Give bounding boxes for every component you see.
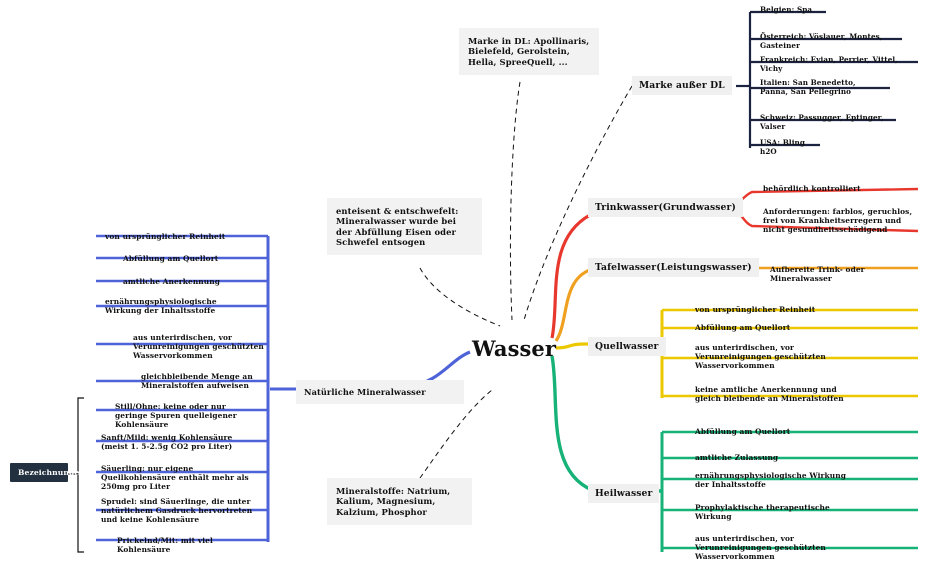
leaf-heilwasser-2: ernährungsphysiologische Wirkung der Inhaltsstoffe	[695, 471, 846, 490]
branch-trinkwasser: Trinkwasser(Grundwasser)	[588, 198, 743, 217]
leaf-heilwasser-1: amtliche Zulassung	[695, 453, 779, 462]
leaf-mineralwasser-0: von ursprünglicher Reinheit	[105, 232, 226, 241]
leaf-tafelwasser-0: Aufbereite Trink- oder Mineralwasser	[770, 265, 865, 284]
branch-tafelwasser: Tafelwasser(Leistungswasser)	[588, 258, 759, 277]
leaf-marke-belgien: Belgien: Spa	[760, 5, 813, 14]
leaf-quellwasser-3: keine amtliche Anerkennung und gleich bleibende an Mineralstoffen	[695, 385, 844, 404]
leaf-mineralwasser-5: gleichbleibende Menge an Mineralstoffen aufweisen	[141, 372, 253, 391]
leaf-marke-usa: USA: Bling h2O	[760, 138, 805, 156]
leaf-mineralwasser-4: aus unterirdischen, vor Verunreinigungen geschützten Wasservorkommen	[133, 333, 264, 361]
note-mineralstoffe: Mineralstoffe: Natrium, Kalium, Magnesium, Kalzium, Phosphor	[327, 478, 472, 525]
note-enteisent: enteisent & entschwefelt: Mineralwasser wurde bei der Abfüllung Eisen oder Schwefel entsogen	[327, 198, 482, 255]
leaf-trinkwasser-0: behördlich kontrolliert	[763, 184, 861, 193]
leaf-mineralwasser-2: amtliche Anerkennung	[123, 277, 220, 286]
leaf-marke-schweiz: Schweiz: Passugger, Eptinger, Valser	[760, 113, 884, 131]
leaf-mineralwasser-1: Abfüllung am Quellort	[123, 254, 219, 263]
branch-marke-ausser-dl: Marke außer DL	[632, 76, 732, 95]
leaf-marke-italien: Italien: San Benedetto, Panna, San Pellegrino	[760, 78, 856, 96]
leaf-mineralwasser-9: Sprudel: sind Säuerlinge, die unter natürlichem Gasdruck hervortreten und keine Kohlensäure	[101, 497, 253, 525]
leaf-heilwasser-0: Abfüllung am Quellort	[695, 427, 791, 436]
center-node-wasser: Wasser	[472, 336, 557, 361]
leaf-marke-oesterreich: Österreich: Vöslauer, Montes, Gasteiner	[760, 32, 883, 50]
leaf-mineralwasser-6: Still/Ohne: keine oder nur geringe Spuren quelleigener Kohlensäure	[115, 402, 237, 430]
branch-heilwasser: Heilwasser	[588, 484, 659, 503]
leaf-mineralwasser-10: Prickelnd/Mit: mit viel Kohlensäure	[117, 536, 213, 555]
note-marke-in-dl: Marke in DL: Apollinaris, Bielefeld, Gerolstein, Hella, SpreeQuell, ...	[459, 28, 599, 75]
leaf-mineralwasser-7: Sanft/Mild: wenig Kohlensäure (meist 1. 5-2.5g CO2 pro Liter)	[101, 433, 233, 452]
leaf-mineralwasser-8: Säuerling: nur eigene Quellkohlensäure enthält mehr als 250mg pro Liter	[101, 464, 249, 492]
branch-natuerliche-mineralwasser: Natürliche Mineralwasser	[296, 380, 464, 404]
leaf-heilwasser-3: Prophylaktische therapeutische Wirkung	[695, 503, 830, 522]
leaf-trinkwasser-1: Anforderungen: farblos, geruchlos, frei von Krankheitserregern und nicht gesundheitsschädigend	[763, 207, 913, 235]
leaf-marke-frankreich: Frankreich: Evian, Perrier, Vittel, Vichy	[760, 55, 898, 73]
branch-quellwasser: Quellwasser	[588, 337, 666, 356]
leaf-heilwasser-4: aus unterirdischen, vor Verunreinigungen geschützten Wasservorkommen	[695, 534, 826, 562]
group-label-bezeichnungen: Bezeichnungen	[10, 463, 68, 482]
leaf-quellwasser-0: von ursprünglicher Reinheit	[695, 305, 816, 314]
leaf-quellwasser-1: Abfüllung am Quellort	[695, 323, 791, 332]
leaf-quellwasser-2: aus unterirdischen, vor Verunreinigungen geschützten Wasservorkommen	[695, 343, 826, 371]
leaf-mineralwasser-3: ernährungsphysiologische Wirkung der Inhaltsstoffe	[105, 297, 217, 316]
